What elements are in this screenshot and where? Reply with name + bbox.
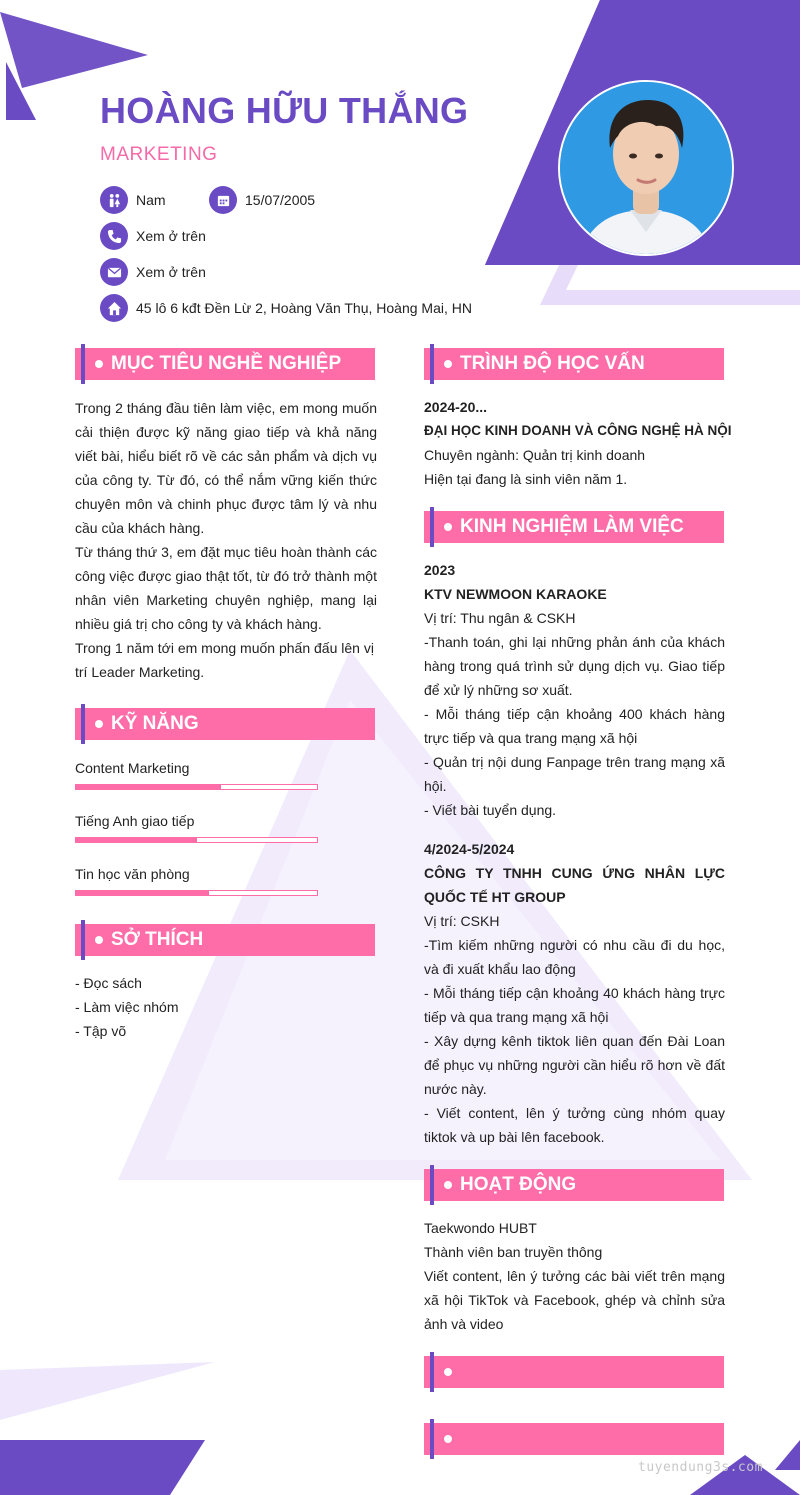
objective-line: Từ tháng thứ 3, em đặt mục tiêu hoàn thành các công việc được giao thật tốt, từ đó trở thành một nhân viên Marketing chuyên nghiệp, mang lại nhiều giá trị cho công ty và khách hàng. [75,544,377,632]
section-title: HOẠT ĐỘNG [460,1174,577,1195]
objective-text [75,396,377,684]
section-header-education [424,348,724,380]
education-status: Hiện tại đang là sinh viên năm 1. [424,471,628,487]
section-header-hobbies [75,924,375,956]
skill-bar-fill [76,785,221,789]
section-bar [81,704,85,744]
birthday-value: 15/07/2005 [245,192,316,208]
education-major: Chuyên ngành: Quản trị kinh doanh [424,447,646,463]
bullet-dot-icon [95,360,103,368]
skill-name: Tin học văn phòng [75,866,190,882]
job-detail: -Tìm kiếm những người có nhu cầu đi du học, và đi xuất khẩu lao động [424,937,725,977]
mail-icon [100,258,128,286]
section-header-objective [75,348,375,380]
skill-bar-track [75,837,318,843]
section-bar [430,1419,434,1459]
email-value: Xem ở trên [136,264,206,280]
job-position: Vị trí: Thu ngân & CSKH [424,610,576,626]
education-period: 2024-20... [424,399,488,415]
activities-block [424,1216,725,1336]
section-title: MỤC TIÊU NGHỀ NGHIỆP [111,353,342,374]
section-title: KỸ NĂNG [111,713,199,734]
calendar-icon [209,186,237,214]
skill-bar-fill [76,838,197,842]
hobbies-list [75,971,178,1043]
address-row [100,294,472,322]
job-period: 4/2024-5/2024 [424,841,515,857]
skill-bar-fill [76,891,209,895]
gender-row [100,186,166,214]
phone-row [100,222,206,250]
section-bar [430,344,434,384]
activity-desc: Viết content, lên ý tưởng các bài viết trên mạng xã hội TikTok và Facebook, ghép và chỉnh sửa ảnh và video [424,1268,725,1332]
section-header-empty [424,1423,724,1455]
section-bar [430,1165,434,1205]
objective-line: Trong 2 tháng đầu tiên làm việc, em mong muốn cải thiện được kỹ năng giao tiếp và khả năng viết bài, hiểu biết rõ về các sản phẩm và dịch vụ của công ty. Từ đó, có thể nắm vững kiến thức chuyên môn và chinh phục được tâm lý và nhu cầu của khách hàng. [75,400,377,536]
address-value: 45 lô 6 kđt Đền Lừ 2, Hoàng Văn Thụ, Hoàng Mai, HN [136,300,472,316]
activity-role: Thành viên ban truyền thông [424,1244,603,1260]
list-item: - Làm việc nhóm [75,999,179,1015]
bullet-dot-icon [444,1368,452,1376]
job-detail: - Quản trị nội dung Fanpage trên trang mạng xã hội. [424,754,725,794]
job-detail: - Viết bài tuyển dụng. [424,802,557,818]
objective-line: Trong 1 năm tới em mong muốn phấn đấu lên vị trí Leader Marketing. [75,640,374,680]
experience-job [424,558,725,822]
phone-value: Xem ở trên [136,228,206,244]
section-bar [81,920,85,960]
email-row [100,258,206,286]
section-header-activities [424,1169,724,1201]
job-detail: - Mỗi tháng tiếp cận khoảng 40 khách hàng trực tiếp và qua trang mạng xã hội [424,985,725,1025]
job-detail: - Mỗi tháng tiếp cận khoảng 400 khách hàng trực tiếp và qua trang mạng xã hội [424,706,725,746]
bullet-dot-icon [444,1435,452,1443]
bullet-dot-icon [444,1181,452,1189]
bullet-dot-icon [444,360,452,368]
gender-icon [100,186,128,214]
job-company: KTV NEWMOON KARAOKE [424,586,607,602]
gender-value: Nam [136,192,166,208]
education-block [424,395,732,491]
section-header-experience [424,511,724,543]
skill-name: Content Marketing [75,760,190,776]
job-detail: - Xây dựng kênh tiktok liên quan đến Đài Loan để phục vụ những người cần hiểu rõ hơn về đất nước này. [424,1033,725,1097]
section-header-skills [75,708,375,740]
skill-bar-track [75,784,318,790]
section-title: KINH NGHIỆM LÀM VIỆC [460,516,684,537]
list-item: - Đọc sách [75,975,142,991]
job-position: Vị trí: CSKH [424,913,500,929]
job-period: 2023 [424,562,456,578]
job-detail: -Thanh toán, ghi lại những phản ánh của khách hàng trong quá trình sử dụng dịch vụ. Giao tiếp để xử lý những sơ xuất. [424,634,725,698]
section-title: TRÌNH ĐỘ HỌC VẤN [460,353,645,374]
section-header-empty [424,1356,724,1388]
section-bar [430,507,434,547]
birthday-row [209,186,315,214]
activity-org: Taekwondo HUBT [424,1220,537,1236]
bullet-dot-icon [95,936,103,944]
experience-job [424,837,725,1149]
section-bar [430,1352,434,1392]
phone-icon [100,222,128,250]
skill-bar-track [75,890,318,896]
bullet-dot-icon [95,720,103,728]
avatar [558,80,734,256]
watermark: tuyendung3s.com [638,1460,763,1475]
skill-name: Tiếng Anh giao tiếp [75,813,195,829]
avatar-portrait [560,82,732,254]
job-title: MARKETING [100,144,218,165]
section-bar [81,344,85,384]
candidate-name: HOÀNG HỮU THẮNG [100,90,469,131]
bullet-dot-icon [444,523,452,531]
list-item: - Tập võ [75,1023,127,1039]
section-title: SỞ THÍCH [111,929,204,950]
job-detail: - Viết content, lên ý tưởng cùng nhóm quay tiktok và up bài lên facebook. [424,1105,725,1145]
education-school: ĐẠI HỌC KINH DOANH VÀ CÔNG NGHỆ HÀ NỘI [424,423,732,438]
job-company: CÔNG TY TNHH CUNG ỨNG NHÂN LỰC QUỐC TẾ HT GROUP [424,865,725,905]
home-icon [100,294,128,322]
